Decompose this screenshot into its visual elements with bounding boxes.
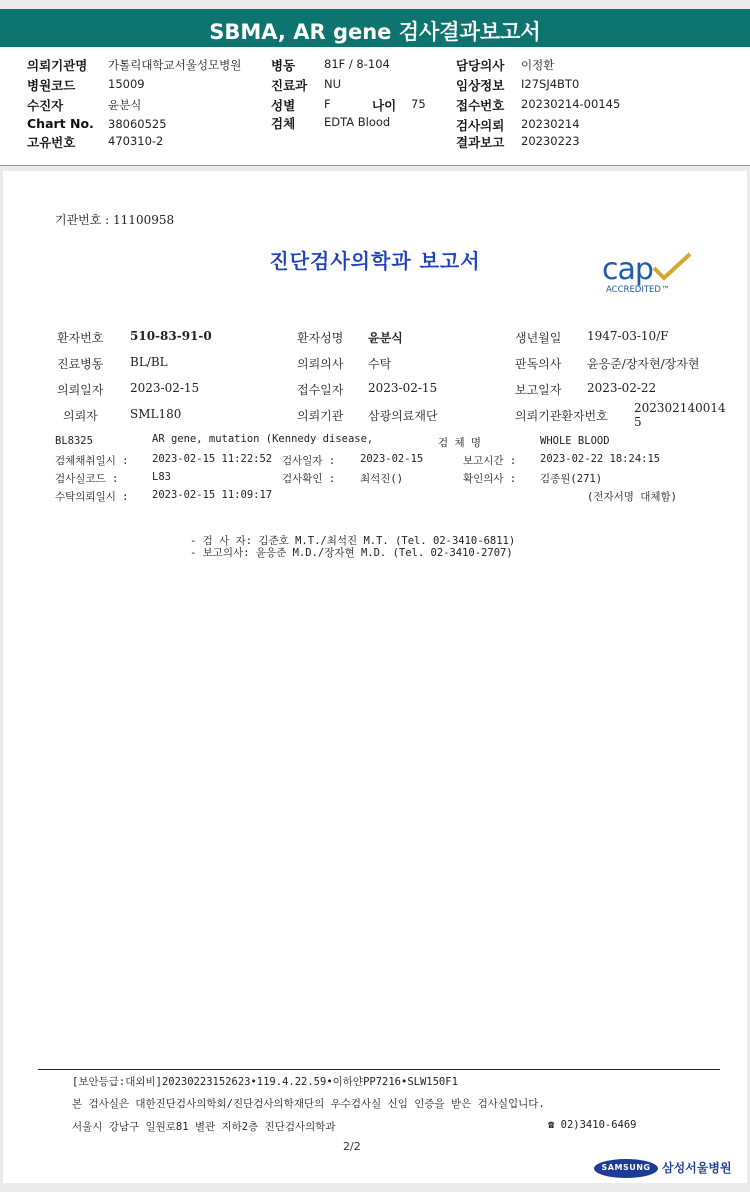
report-date-value: 2023-02-22	[587, 381, 657, 395]
physician-label: 담당의사	[456, 58, 505, 73]
patient-name-value: 윤분식	[368, 331, 403, 345]
report-page	[3, 171, 747, 1183]
lab-code-label: 검사실코드 :	[55, 473, 119, 485]
receipt-date-value: 2023-02-15	[368, 381, 438, 395]
test-request-label: 검사의뢰	[456, 118, 505, 133]
reading-doctor-label: 판독의사	[515, 357, 562, 371]
ward-value: 81F / 8-104	[324, 57, 390, 71]
commission-time-value: 2023-02-15 11:09:17	[152, 489, 273, 501]
samsung-logo-text: SAMSUNG	[601, 1163, 651, 1172]
specimen-name-value: WHOLE BLOOD	[540, 435, 610, 447]
hospital-code-value: 15009	[108, 77, 145, 91]
physician-value: 이정환	[521, 58, 555, 72]
report-title-bar	[0, 9, 750, 47]
tester-info: - 검 사 자: 김준호 M.T./최석진 M.T. (Tel. 02-3410-6811)	[190, 535, 516, 547]
cap-accredited-text: ACCREDITED™	[606, 285, 670, 295]
phone-line: ☎ 02)3410-6469	[548, 1119, 637, 1131]
patient-no-label: 환자번호	[57, 331, 104, 345]
requester-label: 의뢰자	[63, 409, 98, 423]
ordering-org-value: 가톨릭대학교서울성모병원	[108, 58, 242, 72]
report-time-value: 2023-02-22 18:24:15	[540, 453, 661, 465]
institution-number: 기관번호 : 11100958	[55, 213, 175, 227]
dept-label: 진료과	[271, 78, 308, 93]
clinical-info-value: I27SJ4BT0	[521, 77, 580, 91]
clinic-ward-label: 진료병동	[57, 357, 104, 371]
clinic-ward-value: BL/BL	[130, 355, 168, 369]
hospital-name-logo: 삼성서울병원	[662, 1161, 732, 1175]
report-heading: 진단검사의학과 보고서	[269, 249, 481, 273]
reading-doctor-value: 윤응준/장자현/장자현	[587, 357, 700, 371]
header-info-panel	[0, 47, 750, 166]
report-time-label: 보고시간 :	[463, 455, 517, 467]
hospital-code-label: 병원코드	[27, 78, 76, 93]
id-no-value: 470310-2	[108, 134, 164, 148]
ordering-org-label: 의뢰기관명	[27, 58, 88, 73]
footer-divider	[38, 1069, 720, 1070]
specimen-name-label: 검 체 명	[438, 437, 482, 449]
org-patient-no-value: 202302140014	[634, 401, 726, 415]
test-request-value: 20230214	[521, 117, 580, 131]
checkmark-icon	[650, 252, 694, 282]
age-value: 75	[411, 97, 426, 111]
report-date-label: 보고일자	[515, 383, 562, 397]
test-confirm-label: 검사확인 :	[282, 473, 336, 485]
request-date-value: 2023-02-15	[130, 381, 200, 395]
receipt-no-value: 20230214-00145	[521, 97, 621, 111]
commission-time-label: 수탁의뢰일시 :	[55, 491, 129, 503]
page-number: 2/2	[343, 1140, 361, 1153]
test-date-label: 검사일자 :	[282, 455, 336, 467]
specimen-label: 검체	[271, 116, 296, 131]
lab-code-value: L83	[152, 471, 171, 483]
cap-logo-text: cap	[602, 252, 653, 287]
ward-label: 병동	[271, 58, 296, 73]
chart-no-label: Chart No.	[27, 116, 94, 131]
patient-no-value: 510-83-91-0	[130, 329, 212, 343]
sex-label: 성별	[271, 98, 296, 113]
address-line: 서울시 강남구 일원로81 별관 지하2층 진단검사의학과	[72, 1121, 336, 1133]
specimen-value: EDTA Blood	[324, 115, 391, 129]
collection-time-value: 2023-02-15 11:22:52	[152, 453, 273, 465]
receipt-date-label: 접수일자	[297, 383, 344, 397]
requester-value: SML180	[130, 407, 182, 421]
clinical-info-label: 임상정보	[456, 78, 505, 93]
test-confirm-value: 최석진()	[360, 473, 404, 485]
result-report-label: 결과보고	[456, 135, 505, 150]
certification-line: 본 검사실은 대한진단검사의학회/진단검사의학재단의 우수검사실 신임 인증을 받은 검사실입니다.	[72, 1098, 545, 1110]
receipt-no-label: 접수번호	[456, 98, 505, 113]
patient-label: 수진자	[27, 98, 64, 113]
requesting-org-label: 의뢰기관	[297, 409, 344, 423]
sex-value: F	[324, 97, 331, 111]
requesting-org-value: 삼광의료재단	[368, 409, 438, 423]
requesting-doctor-label: 의뢰의사	[297, 357, 344, 371]
confirm-doctor-label: 확인의사 :	[463, 473, 517, 485]
birth-date-label: 생년월일	[515, 331, 562, 345]
document-title: SBMA, AR gene 검사결과보고서	[209, 20, 541, 44]
security-line: [보안등급:대외비]20230223152623•119.4.22.59•이하얀PP7216•SLW150F1	[72, 1076, 458, 1088]
test-name: AR gene, mutation (Kennedy disease,	[152, 433, 374, 445]
result-report-value: 20230223	[521, 134, 580, 148]
org-patient-no-label: 의뢰기관환자번호	[515, 409, 608, 423]
test-code: BL8325	[55, 435, 93, 447]
dept-value: NU	[324, 77, 342, 91]
requesting-doctor-value: 수탁	[368, 357, 392, 371]
id-no-label: 고유번호	[27, 135, 76, 150]
esign-note: (전자서명 대체함)	[587, 491, 677, 503]
confirm-doctor-value: 김종원(271)	[540, 473, 603, 485]
chart-no-value: 38060525	[108, 117, 167, 131]
birth-date-value: 1947-03-10/F	[587, 329, 669, 343]
age-label: 나이	[372, 98, 397, 113]
org-patient-no-value-cont: 5	[634, 415, 642, 429]
request-date-label: 의뢰일자	[57, 383, 104, 397]
patient-name-label: 환자성명	[297, 331, 344, 345]
test-date-value: 2023-02-15	[360, 453, 424, 465]
reporter-info: - 보고의사: 윤응준 M.D./장자현 M.D. (Tel. 02-3410-2707)	[190, 547, 513, 559]
patient-value: 윤분식	[108, 98, 142, 112]
samsung-logo	[594, 1159, 658, 1178]
collection-time-label: 검체채취일시 :	[55, 455, 129, 467]
cap-accredited-logo	[598, 252, 698, 298]
